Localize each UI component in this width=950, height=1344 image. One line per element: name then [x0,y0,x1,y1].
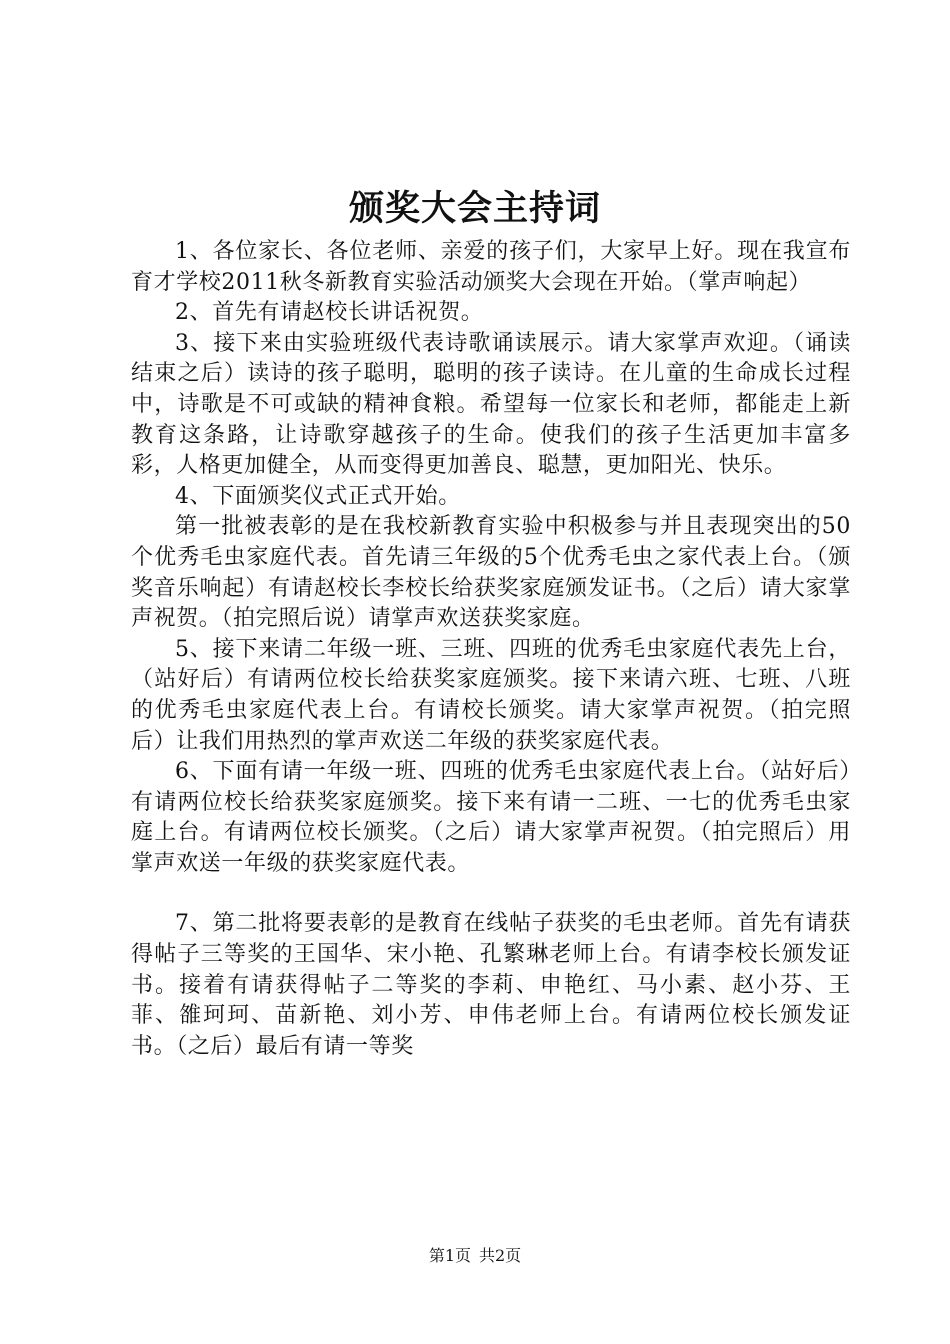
paragraph-8: 7、第二批将要表彰的是教育在线帖子获奖的毛虫老师。首先有请获得帖子三等奖的王国华、宋小艳、孔繁琳老师上台。有请李校长颁发证书。接着有请获得帖子二等奖的李莉、申艳红、马小素、赵小芬、王菲、雒珂珂、苗新艳、刘小芳、申伟老师上台。有请两位校长颁发证书。（之后）最后有请一等奖 [131,911,851,1059]
paragraph-4: 4、下面颁奖仪式正式开始。 [175,483,461,509]
page-total: 共2页 [479,1246,522,1265]
paragraph-5: 第一批被表彰的是在我校新教育实验中积极参与并且表现突出的50个优秀毛虫家庭代表。首先请三年级的5个优秀毛虫之家代表上台。（颁奖音乐响起）有请赵校长李校长给获奖家庭颁发证书。（之后）请大家掌声祝贺。（拍完照后说）请掌声欢送获奖家庭。 [131,514,851,632]
paragraph-6: 5、接下来请二年级一班、三班、四班的优秀毛虫家庭代表先上台，（站好后）有请两位校长给获奖家庭颁奖。接下来请六班、七班、八班的优秀毛虫家庭代表上台。有请校长颁奖。请大家掌声祝贺。（拍完照后）让我们用热烈的掌声欢送二年级的获奖家庭代表。 [131,636,851,754]
paragraph-2: 2、首先有请赵校长讲话祝贺。 [175,300,484,326]
page-footer [0,1244,950,1268]
paragraph-7: 6、下面有请一年级一班、四班的优秀毛虫家庭代表上台。（站好后）有请两位校长给获奖家庭颁奖。接下来有请一二班、一七的优秀毛虫家庭上台。有请两位校长颁奖。（之后）请大家掌声祝贺。（拍完照后）用掌声欢送一年级的获奖家庭代表。 [131,759,851,876]
document-body [131,237,851,1062]
paragraph-3: 3、接下来由实验班级代表诗歌诵读展示。请大家掌声欢迎。（诵读结束之后）读诗的孩子聪明，聪明的孩子读诗。在儿童的生命成长过程中，诗歌是不可或缺的精神食粮。希望每一位家长和老师，都能走上新教育这条路，让诗歌穿越孩子的生命。使我们的孩子生活更加丰富多彩，人格更加健全，从而变得更加善良、聪慧，更加阳光、快乐。 [131,330,851,479]
page-number: 第1页 [428,1246,471,1265]
paragraph-1: 1、各位家长、各位老师、亲爱的孩子们，大家早上好。现在我宣布育才学校2011秋冬新教育实验活动颁奖大会现在开始。（掌声响起） [131,239,851,295]
document-title: 颁奖大会主持词 [348,188,601,229]
